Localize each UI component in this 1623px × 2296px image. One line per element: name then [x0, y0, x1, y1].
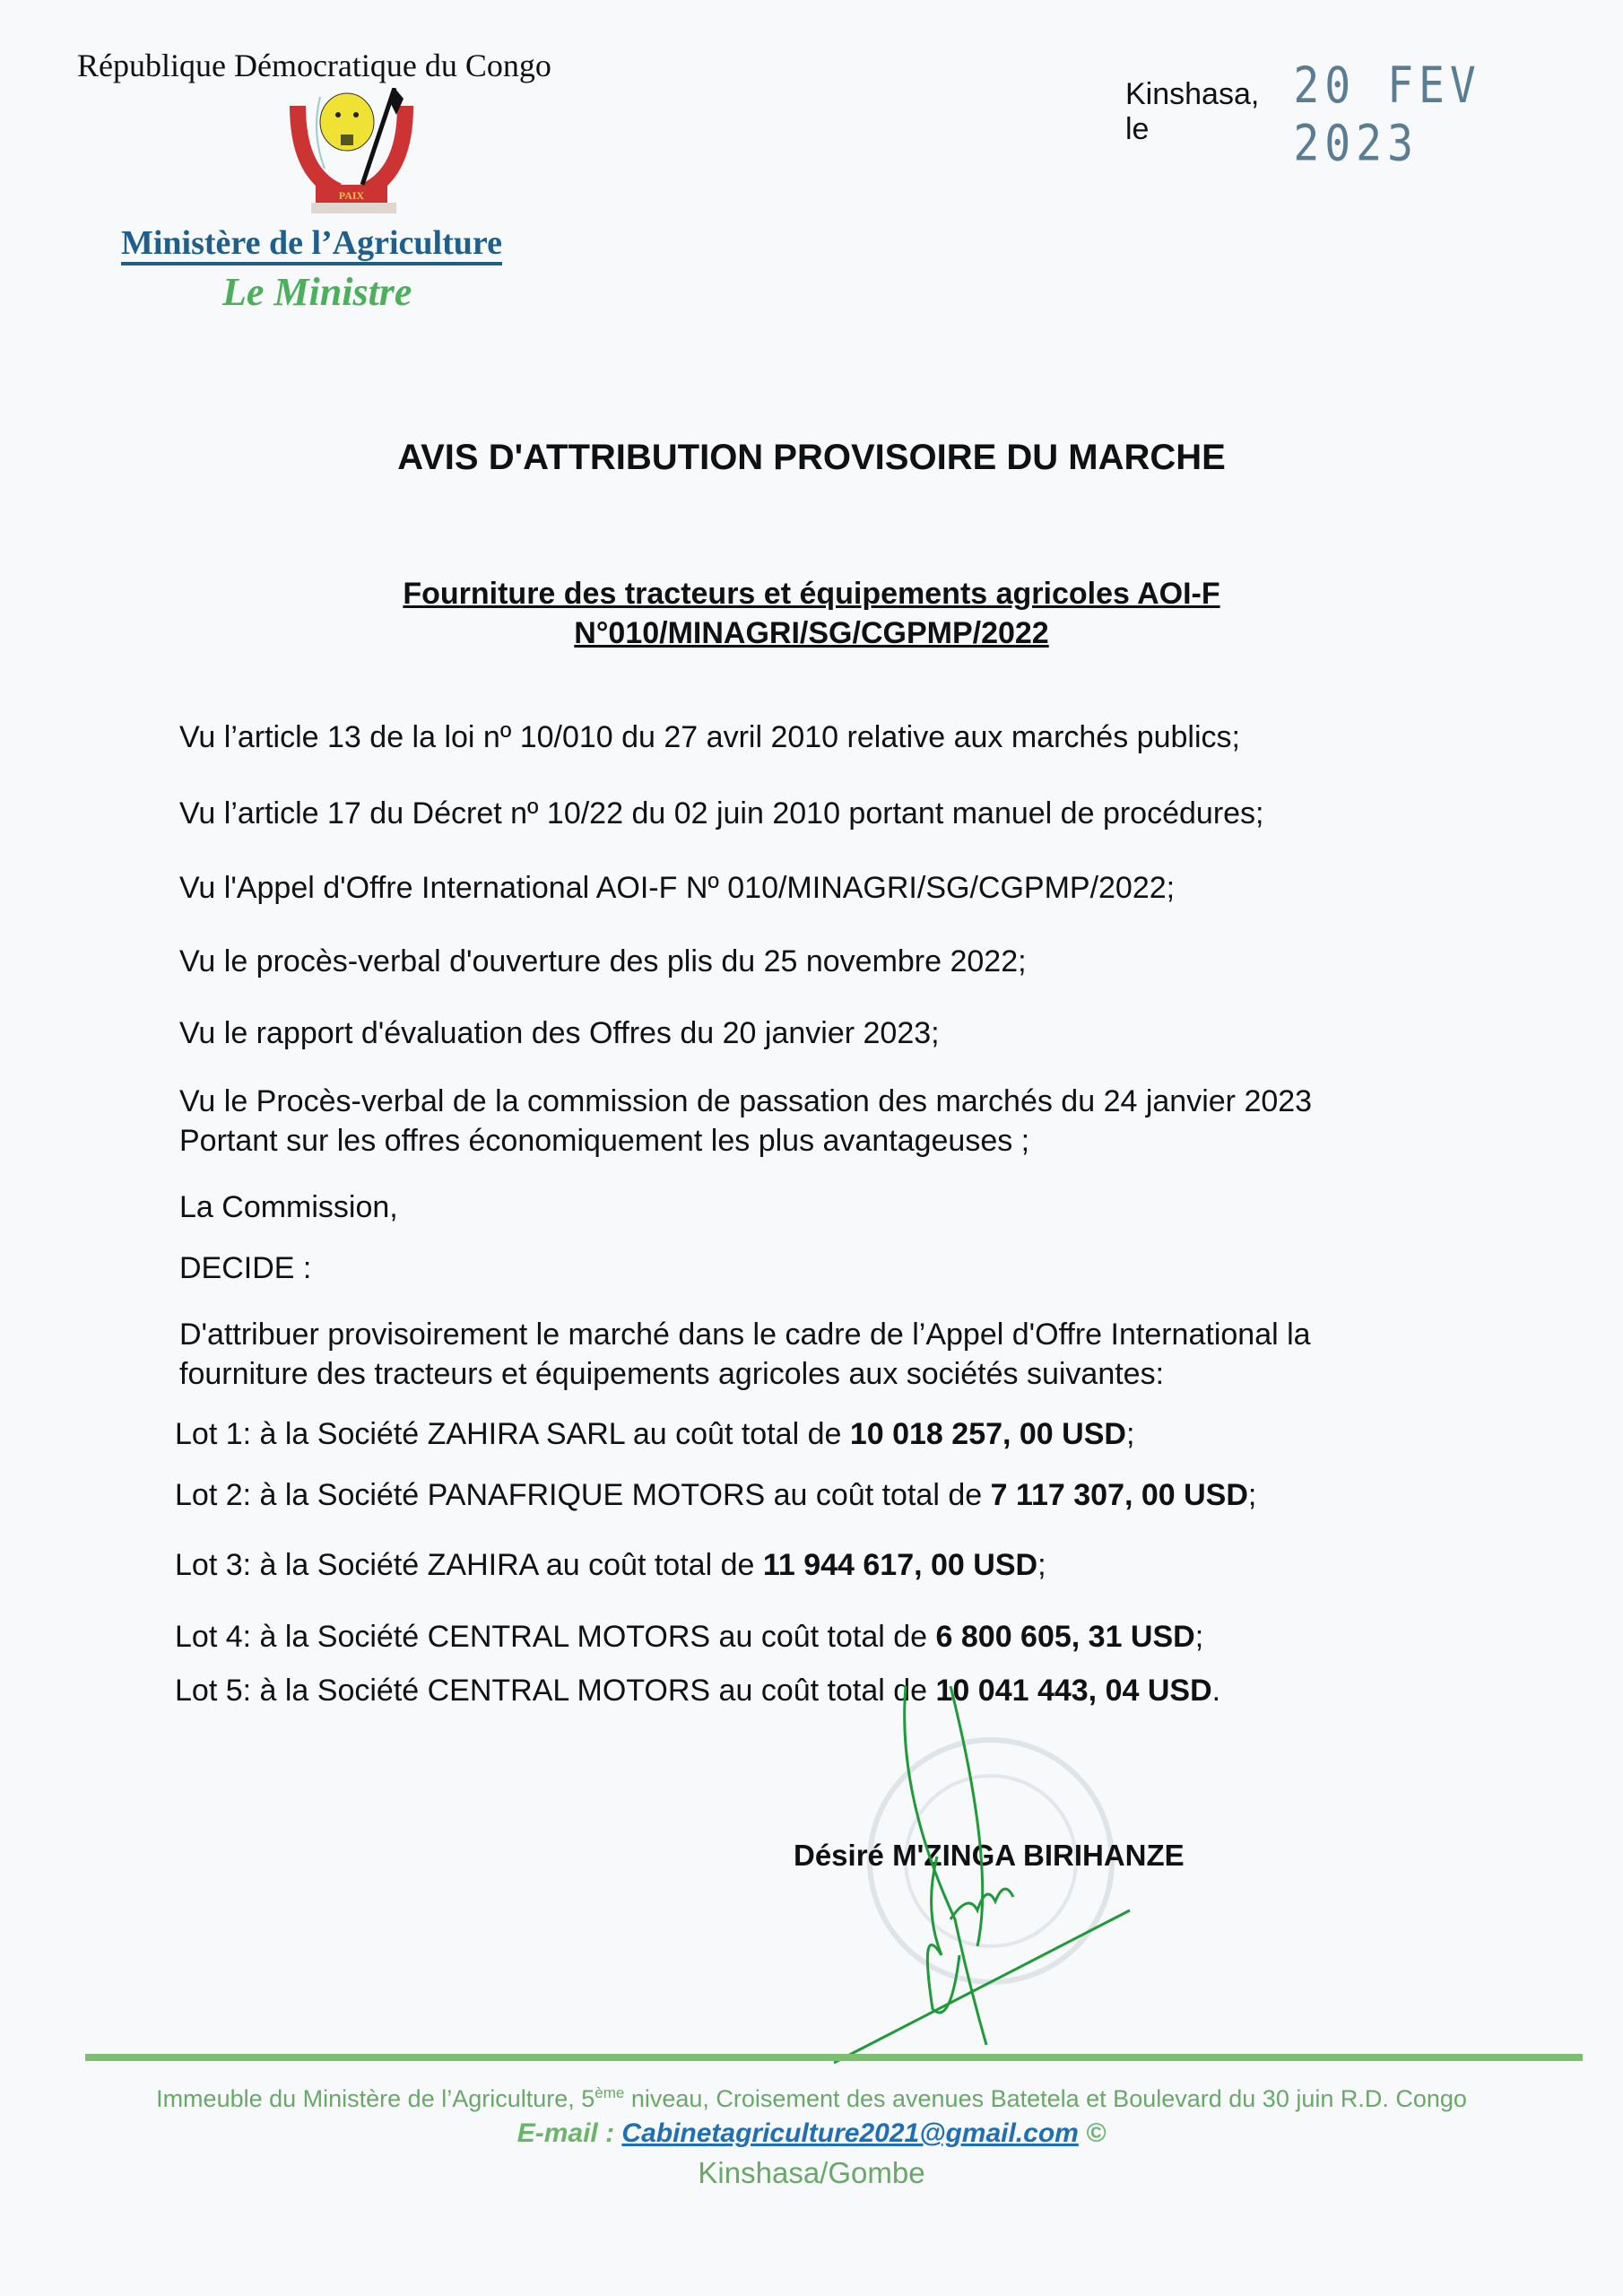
- consideration: Vu l’article 13 de la loi nº 10/010 du 27 avril 2010 relative aux marchés publics;: [179, 720, 1240, 754]
- address-part: niveau, Croisement des avenues Batetela et Boulevard du 30 juin R.D. Congo: [624, 2085, 1467, 2112]
- lot-suffix: .: [1211, 1674, 1221, 1708]
- address-sup: ème: [595, 2084, 625, 2101]
- lot-item: [175, 1620, 1203, 1655]
- lot-description: Lot 5: à la Société CENTRAL MOTORS au coût total de: [175, 1674, 936, 1708]
- lot-suffix: ;: [1125, 1417, 1135, 1451]
- lot-amount: 11 944 617, 00 USD: [762, 1548, 1038, 1582]
- consideration: Vu le procès-verbal d'ouverture des plis du 25 novembre 2022;: [179, 944, 1027, 978]
- consideration: Vu le Procès-verbal de la commission de passation des marchés du 24 janvier 2023: [179, 1084, 1313, 1118]
- lot-item: [175, 1417, 1134, 1452]
- handwritten-signature-icon: [834, 1686, 1237, 2072]
- footer-city: Kinshasa/Gombe: [698, 2156, 925, 2189]
- lot-amount: 10 041 443, 04 USD: [935, 1674, 1212, 1708]
- consideration: Vu l’article 17 du Décret nº 10/22 du 02 juin 2010 portant manuel de procédures;: [179, 796, 1264, 831]
- consideration: Vu le rapport d'évaluation des Offres du 20 janvier 2023;: [179, 1016, 940, 1050]
- date-stamp: 20 FEV 2023: [1293, 57, 1481, 173]
- footer-divider: [85, 2054, 1583, 2061]
- lot-description: Lot 3: à la Société ZAHIRA au coût total de: [175, 1548, 763, 1582]
- copyright-symbol: ©: [1078, 2118, 1107, 2148]
- document-title: AVIS D'ATTRIBUTION PROVISOIRE DU MARCHE: [397, 438, 1226, 477]
- lot-suffix: ;: [1247, 1478, 1257, 1512]
- emblem-motto-paix: PAIX: [338, 189, 365, 202]
- lot-item: [175, 1478, 1256, 1513]
- subject-line-1: Fourniture des tracteurs et équipements agricoles AOI-F: [403, 577, 1220, 611]
- lot-item: [175, 1548, 1046, 1583]
- date-prefix: Kinshasa, le: [1125, 77, 1260, 146]
- footer-address: [0, 2084, 1623, 2113]
- lot-amount: 7 117 307, 00 USD: [990, 1478, 1248, 1512]
- subject-line-2: N°010/MINAGRI/SG/CGPMP/2022: [574, 616, 1049, 650]
- date-line: [1125, 57, 1623, 173]
- decide-label: DECIDE :: [179, 1251, 312, 1285]
- lot-description: Lot 1: à la Société ZAHIRA SARL au coût total de: [175, 1417, 850, 1451]
- email-link[interactable]: Cabinetagriculture2021@gmail.com: [621, 2118, 1079, 2148]
- lot-description: Lot 2: à la Société PANAFRIQUE MOTORS au coût total de: [175, 1478, 991, 1512]
- lot-amount: 6 800 605, 31 USD: [935, 1620, 1195, 1654]
- lot-description: Lot 4: à la Société CENTRAL MOTORS au coût total de: [175, 1620, 936, 1654]
- address-part: Immeuble du Ministère de l’Agriculture, 5: [156, 2085, 595, 2112]
- subject: [0, 574, 1623, 653]
- signatory-name: Désiré M'ZINGA BIRIHANZE: [794, 1839, 1185, 1872]
- footer-email-line: [0, 2118, 1623, 2149]
- consideration: Vu l'Appel d'Offre International AOI-F Nº 010/MINAGRI/SG/CGPMP/2022;: [179, 871, 1176, 905]
- lot-amount: 10 018 257, 00 USD: [849, 1417, 1126, 1451]
- decision-text-1: D'attribuer provisoirement le marché dans le cadre de l’Appel d'Offre International la: [179, 1318, 1311, 1352]
- decision-text-2: fourniture des tracteurs et équipements agricoles aux sociétés suivantes:: [179, 1357, 1165, 1391]
- coat-of-arms-icon: [262, 88, 441, 213]
- lot-suffix: ;: [1037, 1548, 1046, 1582]
- ministry-name: Ministère de l’Agriculture: [121, 224, 502, 265]
- consideration: Portant sur les offres économiquement les plus avantageuses ;: [179, 1124, 1030, 1158]
- office-title: Le Ministre: [222, 270, 412, 314]
- commission-label: La Commission,: [179, 1190, 398, 1224]
- country-name: République Démocratique du Congo: [77, 48, 551, 83]
- email-label: E-mail :: [516, 2118, 622, 2148]
- lot-suffix: ;: [1194, 1620, 1204, 1654]
